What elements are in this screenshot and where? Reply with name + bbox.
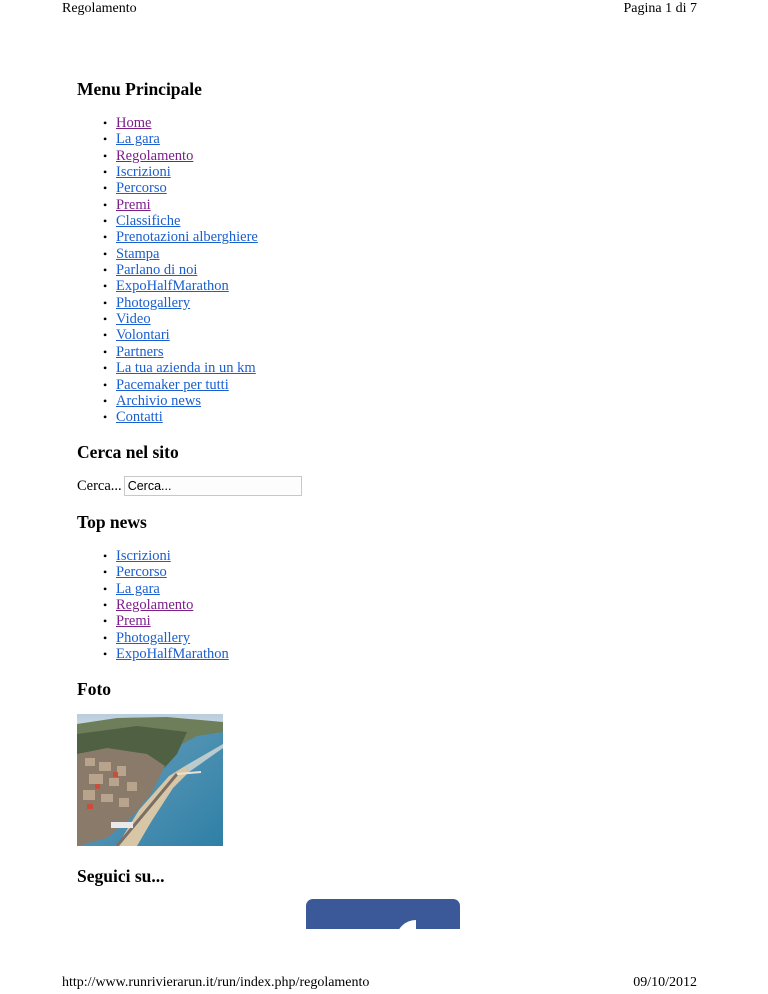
main-menu-item xyxy=(77,180,258,196)
top-news-item-link[interactable]: La gara xyxy=(116,580,160,597)
bullet-icon: • xyxy=(103,132,108,147)
main-menu-item xyxy=(77,278,258,294)
main-menu-item-link[interactable]: Prenotazioni alberghiere xyxy=(116,229,258,246)
top-news-list xyxy=(77,548,229,662)
bullet-icon: • xyxy=(103,647,108,662)
bullet-icon: • xyxy=(103,263,108,278)
bullet-icon: • xyxy=(103,165,108,180)
main-menu-item-link[interactable]: Regolamento xyxy=(116,147,194,164)
top-news-item-link[interactable]: Photogallery xyxy=(116,629,191,646)
bullet-icon: • xyxy=(103,214,108,229)
main-menu-item xyxy=(77,360,258,376)
bullet-icon: • xyxy=(103,116,108,130)
main-menu-item-link[interactable]: Iscrizioni xyxy=(116,164,171,181)
coastline-photo-image xyxy=(77,714,223,846)
bullet-icon: • xyxy=(103,393,108,408)
bullet-icon: • xyxy=(103,630,108,645)
top-news-item xyxy=(77,564,229,580)
main-menu-item xyxy=(77,115,258,131)
search-input[interactable] xyxy=(124,476,302,496)
facebook-icon[interactable] xyxy=(306,899,460,929)
bullet-icon: • xyxy=(103,295,108,310)
top-news-item-link[interactable]: Iscrizioni xyxy=(116,548,171,564)
main-menu-item xyxy=(77,164,258,180)
main-menu-item-link[interactable]: Contatti xyxy=(116,409,163,426)
bullet-icon: • xyxy=(103,410,108,425)
main-menu-item xyxy=(77,409,258,425)
print-url: http://www.runrivierarun.it/run/index.php/regolamento xyxy=(62,975,370,990)
main-menu-item-link[interactable]: La tua azienda in un km xyxy=(116,360,256,377)
main-menu-item xyxy=(77,262,258,278)
top-news-item xyxy=(77,613,229,629)
main-menu-item xyxy=(77,393,258,409)
top-news-item xyxy=(77,597,229,613)
main-menu-item xyxy=(77,148,258,164)
main-menu-item-link[interactable]: Percorso xyxy=(116,180,167,197)
main-menu-item xyxy=(77,377,258,393)
coastline-photo[interactable] xyxy=(77,714,223,846)
print-title: Regolamento xyxy=(62,1,137,16)
bullet-icon: • xyxy=(103,565,108,580)
main-menu-item-link[interactable]: Volontari xyxy=(116,327,170,344)
main-menu-item xyxy=(77,197,258,213)
top-news-item xyxy=(77,548,229,564)
main-menu-item-link[interactable]: Pacemaker per tutti xyxy=(116,376,229,393)
bullet-icon: • xyxy=(103,197,108,212)
main-menu-item-link[interactable]: Archivio news xyxy=(116,392,201,409)
top-news-item xyxy=(77,581,229,597)
main-menu-item xyxy=(77,311,258,327)
main-menu-item xyxy=(77,295,258,311)
main-menu-item-link[interactable]: La gara xyxy=(116,131,160,148)
main-menu-item-link[interactable]: Stampa xyxy=(116,245,160,262)
bullet-icon: • xyxy=(103,614,108,629)
search-label: Cerca... xyxy=(77,477,122,494)
main-menu-item xyxy=(77,246,258,262)
top-news-item xyxy=(77,646,229,662)
main-menu-item xyxy=(77,344,258,360)
bullet-icon: • xyxy=(103,581,108,596)
search-heading: Cerca nel sito xyxy=(77,442,179,462)
top-news-item-link[interactable]: ExpoHalfMarathon xyxy=(116,646,229,663)
main-menu-list xyxy=(77,115,258,426)
print-date: 09/10/2012 xyxy=(633,975,697,990)
photo-heading: Foto xyxy=(77,679,112,699)
main-menu-item-link[interactable]: Photogallery xyxy=(116,294,191,311)
main-menu-item-link[interactable]: ExpoHalfMarathon xyxy=(116,278,229,295)
main-menu-item xyxy=(77,213,258,229)
main-menu-item-link[interactable]: Classifiche xyxy=(116,213,181,230)
main-menu-item-link[interactable]: Partners xyxy=(116,343,164,360)
main-menu-item-link[interactable]: Video xyxy=(116,311,151,328)
bullet-icon: • xyxy=(103,344,108,359)
main-menu-item xyxy=(77,327,258,343)
search-form xyxy=(77,476,302,496)
bullet-icon: • xyxy=(103,377,108,392)
bullet-icon: • xyxy=(103,312,108,327)
bullet-icon: • xyxy=(103,246,108,261)
top-news-item-link[interactable]: Regolamento xyxy=(116,597,194,614)
print-page-number: Pagina 1 di 7 xyxy=(623,1,697,16)
main-menu-item-link[interactable]: Home xyxy=(116,115,152,131)
top-news-item-link[interactable]: Percorso xyxy=(116,564,167,581)
bullet-icon: • xyxy=(103,148,108,163)
bullet-icon: • xyxy=(103,549,108,563)
bullet-icon: • xyxy=(103,598,108,613)
top-news-item-link[interactable]: Premi xyxy=(116,613,151,630)
bullet-icon: • xyxy=(103,181,108,196)
top-news-item xyxy=(77,630,229,646)
main-menu-item-link[interactable]: Parlano di noi xyxy=(116,262,198,279)
main-menu-item xyxy=(77,229,258,245)
bullet-icon: • xyxy=(103,230,108,245)
main-menu-item xyxy=(77,131,258,147)
top-news-heading: Top news xyxy=(77,512,147,532)
main-menu-item-link[interactable]: Premi xyxy=(116,196,151,213)
bullet-icon: • xyxy=(103,328,108,343)
bullet-icon: • xyxy=(103,361,108,376)
main-menu-heading: Menu Principale xyxy=(77,79,202,99)
social-heading: Seguici su... xyxy=(77,866,165,886)
bullet-icon: • xyxy=(103,279,108,294)
